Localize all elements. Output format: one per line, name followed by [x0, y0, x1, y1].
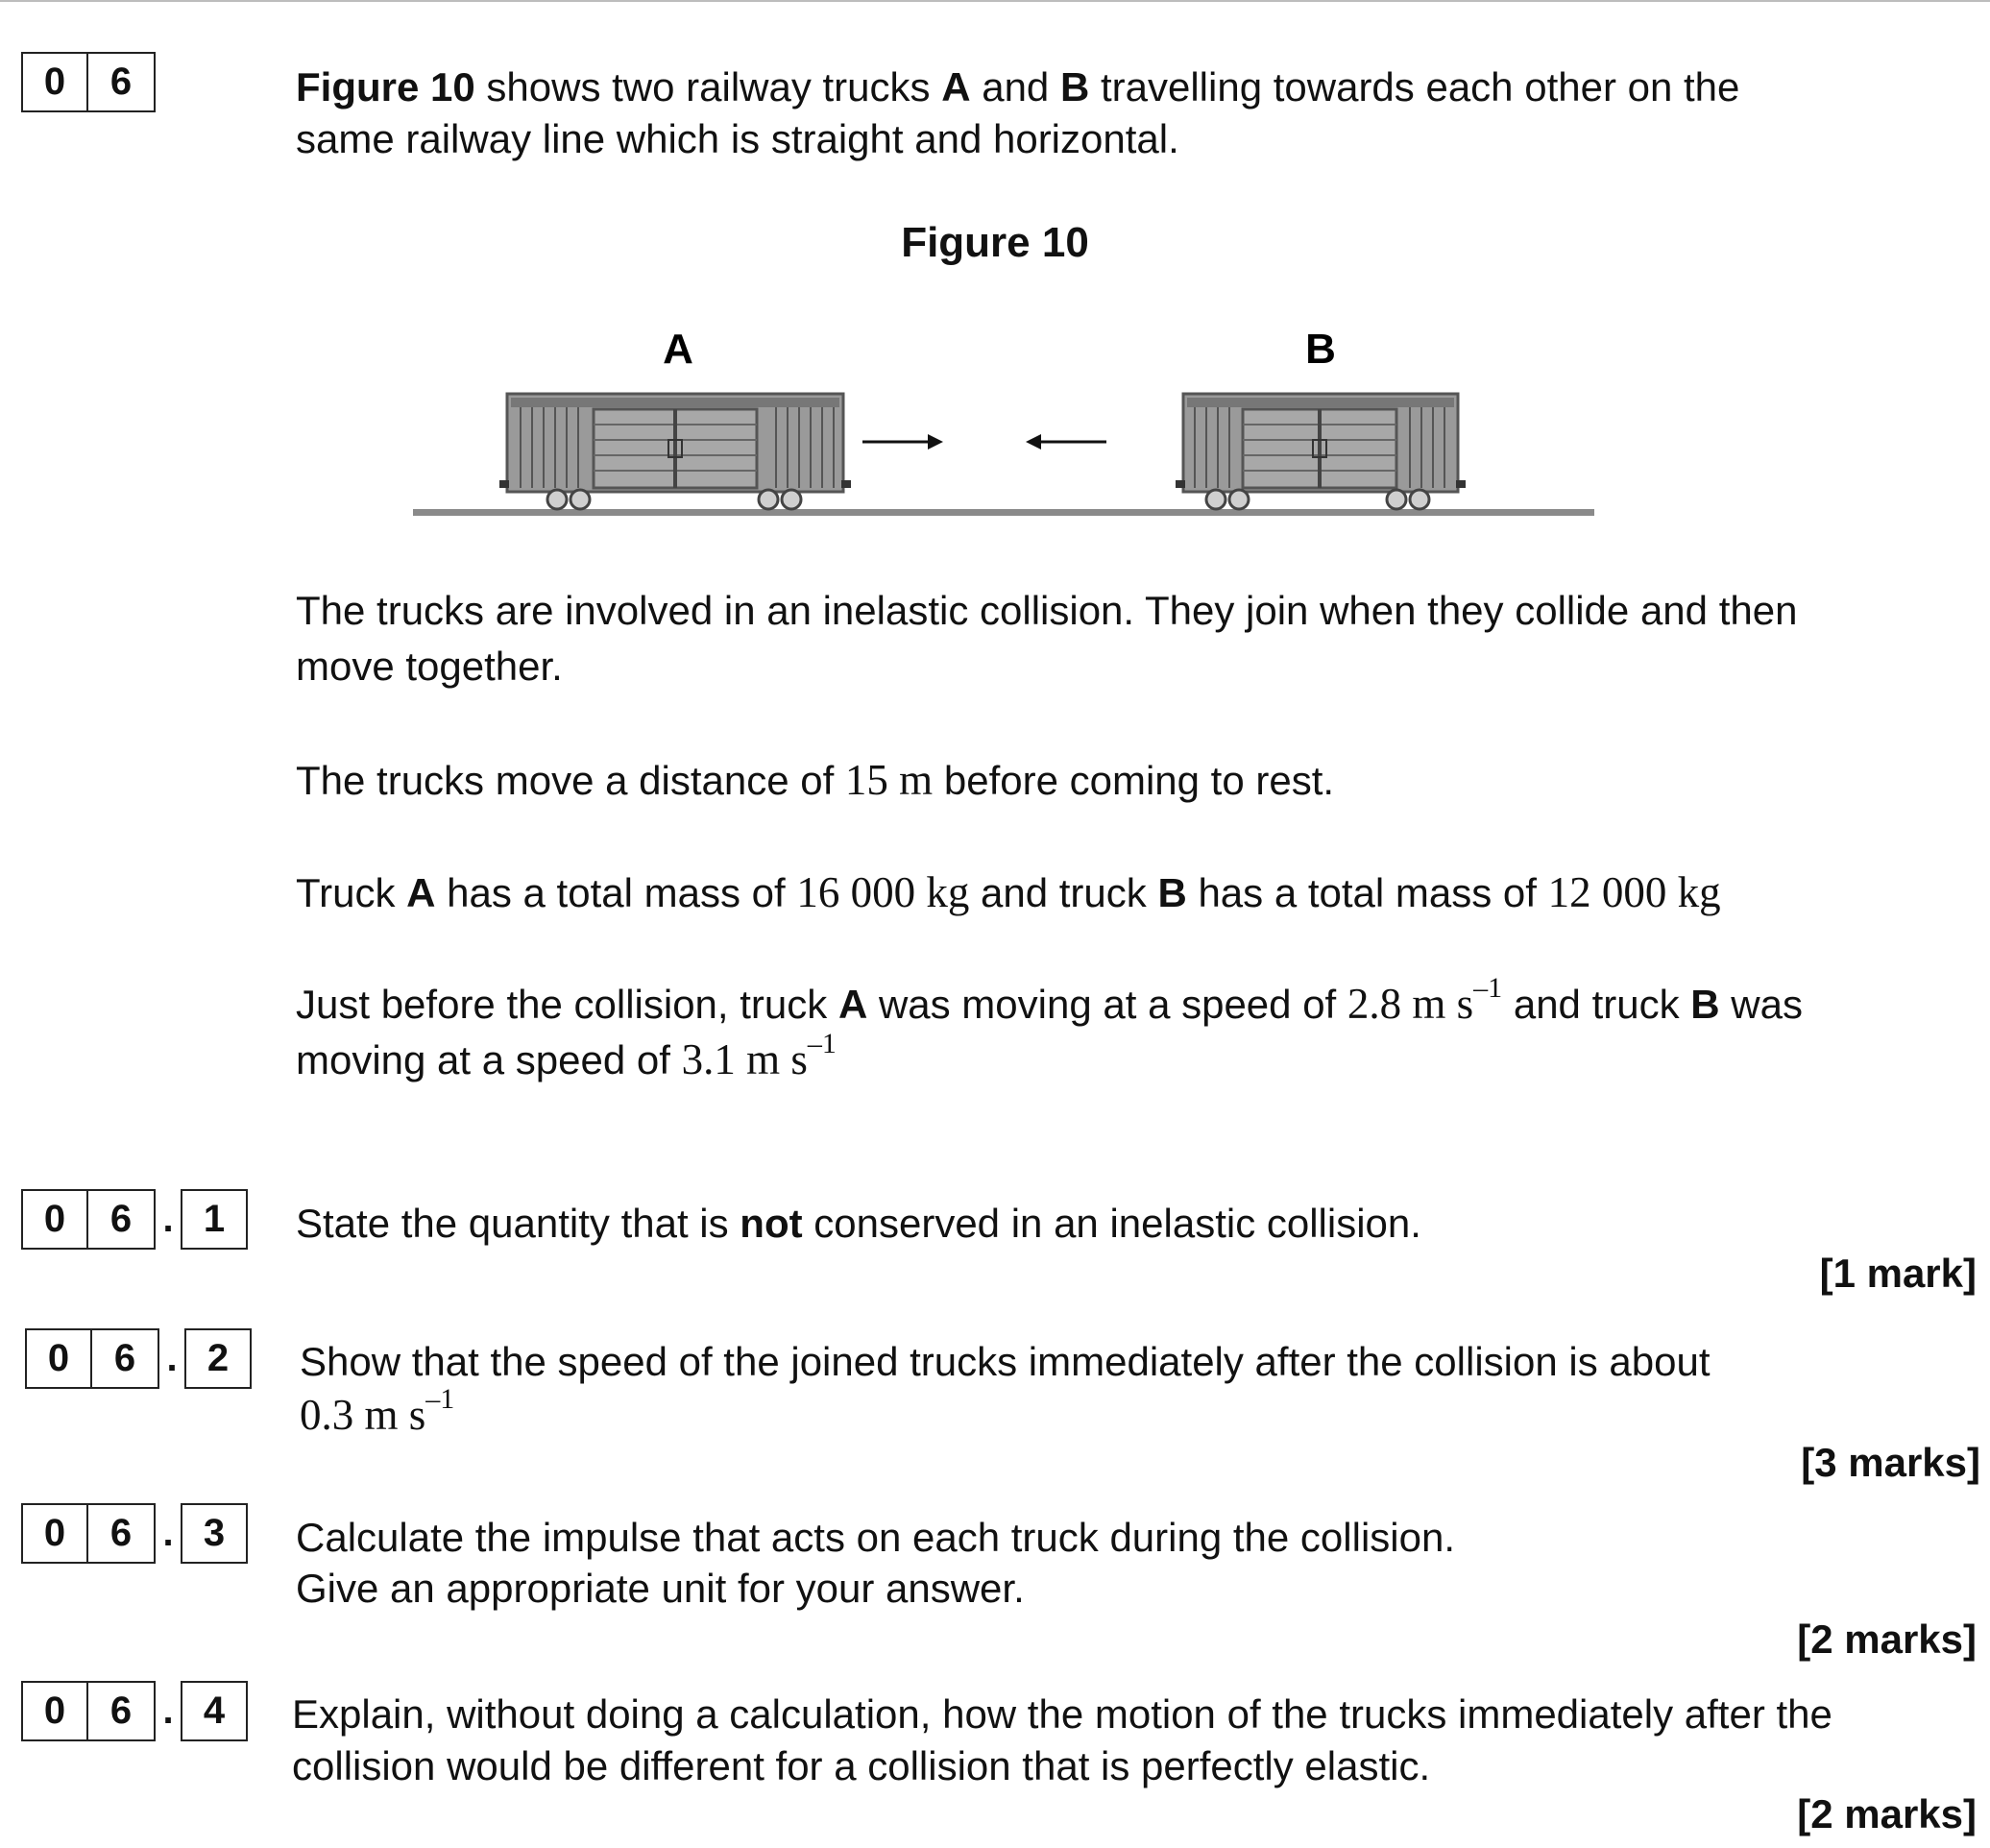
- part-4-marks: [2 marks]: [1797, 1791, 1977, 1836]
- question-intro-line2: same railway line which is straight and horizontal.: [296, 116, 1179, 161]
- truck-b-label: B: [1305, 326, 1336, 373]
- part-number-box-4: 0 6 . 4: [21, 1681, 248, 1741]
- part-3-line2: Give an appropriate unit for your answer.: [296, 1566, 1025, 1611]
- arrow-left: [1026, 434, 1106, 450]
- part-3-marks: [2 marks]: [1797, 1617, 1977, 1662]
- truck-a-label: A: [663, 326, 693, 373]
- body-paragraph-4-line1: Just before the collision, truck A was moving at a speed of 2.8 m $s^{-1}$ and truck B was: [296, 972, 1803, 1028]
- truck-b: [1176, 394, 1466, 509]
- body-paragraph-1-line2: move together.: [296, 644, 563, 689]
- top-rule: [0, 0, 1990, 2]
- part-2-line1: Show that the speed of the joined trucks immediately after the collision is about: [300, 1339, 1711, 1384]
- part-number-box-2: 0 6 . 2: [25, 1328, 252, 1389]
- figure-ref: Figure 10: [296, 64, 475, 109]
- question-digit: 6: [88, 52, 156, 112]
- distance-value: 15 m: [844, 756, 934, 804]
- speed-a-value: 2.8 m s: [1347, 980, 1474, 1028]
- target-speed-value: 0.3 m s: [300, 1391, 426, 1439]
- part-4-line1: Explain, without doing a calculation, how the motion of the trucks immediately after the: [292, 1691, 1832, 1737]
- part-3-line1: Calculate the impulse that acts on each truck during the collision.: [296, 1515, 1455, 1560]
- body-paragraph-4-line2: moving at a speed of 3.1 m $s^{-1}$: [296, 1028, 837, 1083]
- arrow-right: [862, 434, 943, 450]
- question-number-box: [21, 52, 156, 112]
- part-2-line2: 0.3 m $s^{-1}$: [300, 1383, 455, 1439]
- body-paragraph-2: The trucks move a distance of 15 m before coming to rest.: [296, 756, 1335, 804]
- part-1-marks: [1 mark]: [1819, 1251, 1977, 1296]
- truck-a: [499, 394, 851, 509]
- part-number-box-1: 0 6 . 1: [21, 1189, 248, 1250]
- mass-a-value: 16 000 kg: [796, 868, 970, 916]
- figure-title: Figure 10: [901, 219, 1089, 266]
- part-2-marks: [3 marks]: [1801, 1440, 1980, 1485]
- question-digit: 0: [21, 52, 88, 112]
- body-paragraph-3: Truck A has a total mass of 16 000 kg and truck B has a total mass of 12 000 kg: [296, 868, 1721, 916]
- part-4-line2: collision would be different for a collision that is perfectly elastic.: [292, 1743, 1431, 1788]
- part-1-text: State the quantity that is not conserved in an inelastic collision.: [296, 1201, 1421, 1246]
- part-number-box-3: 0 6 . 3: [21, 1503, 248, 1564]
- trucks-figure: [403, 317, 1594, 528]
- speed-b-value: 3.1 m s: [681, 1035, 808, 1083]
- mass-b-value: 12 000 kg: [1547, 868, 1721, 916]
- question-intro-line1: Figure 10 shows two railway trucks A and B travelling towards each other on the: [296, 64, 1740, 109]
- body-paragraph-1-line1: The trucks are involved in an inelastic collision. They join when they collide and then: [296, 588, 1798, 633]
